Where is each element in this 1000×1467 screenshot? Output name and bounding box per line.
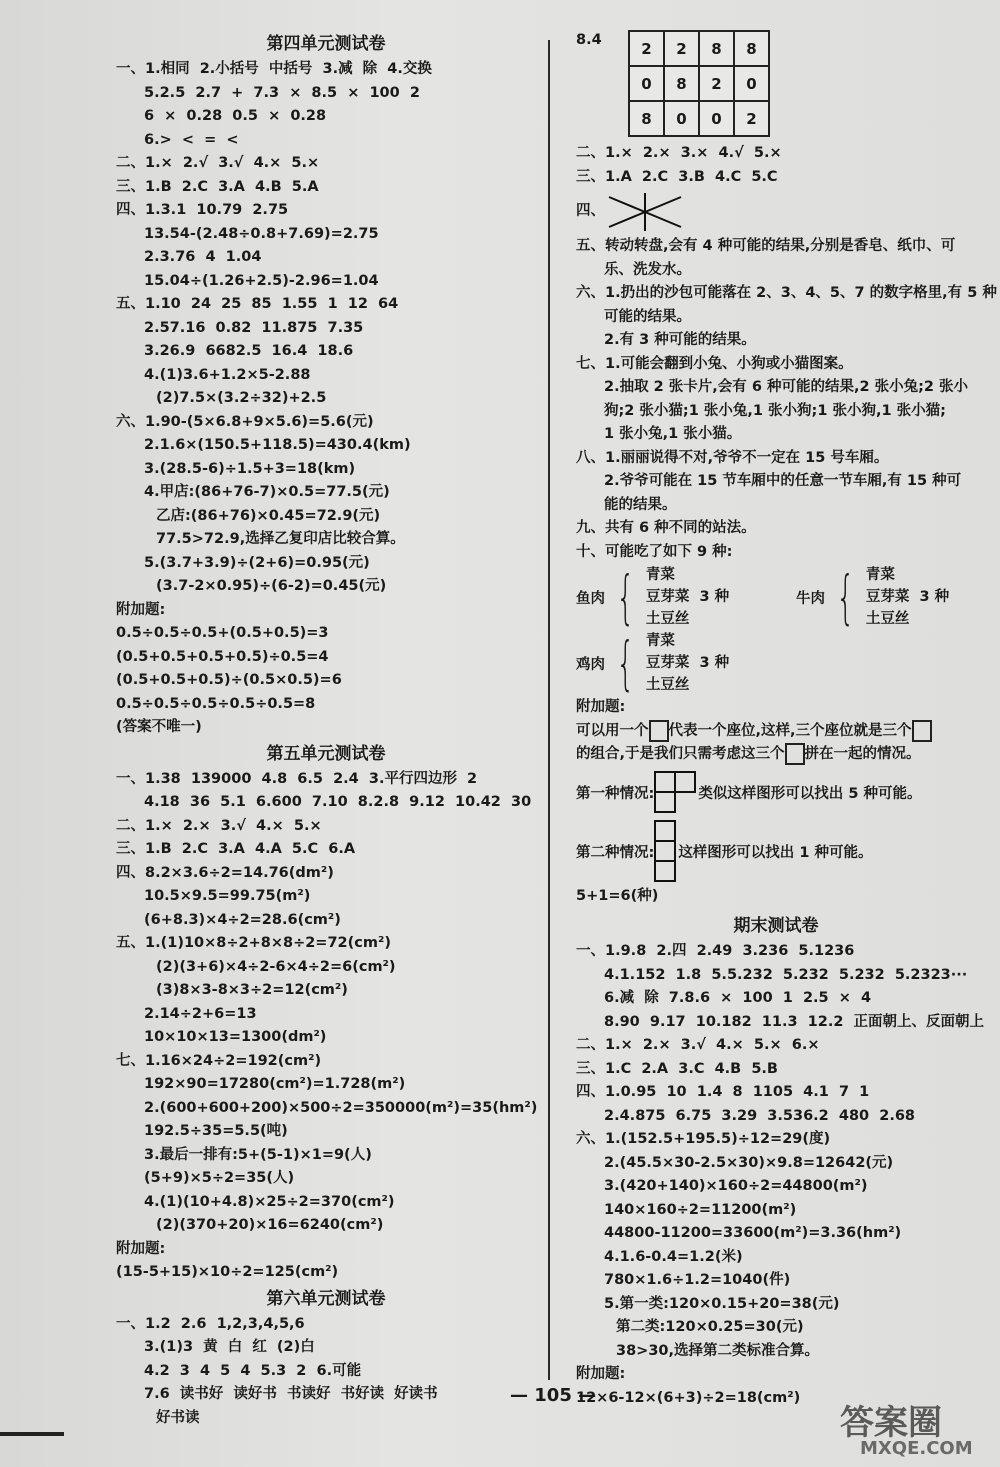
case-two	[576, 819, 976, 885]
answer-line: 2.1.6×(150.5+118.5)=430.4(km)	[144, 437, 411, 453]
final-exam-title: 期末测试卷	[733, 916, 819, 936]
answer-line: 5.2.5 2.7 + 7.3 × 8.5 × 100 2	[144, 84, 420, 101]
answer-line: 2.(600+600+200)×500÷2=350000(m²)=35(hm²)	[144, 1099, 538, 1116]
grid-cell: 2	[629, 31, 664, 66]
grid-cell: 8	[629, 101, 664, 136]
veg-name: 豆芽菜	[645, 589, 690, 605]
left-column	[116, 30, 536, 1430]
right-column	[576, 30, 997, 1410]
veg-name: 豆芽菜	[645, 655, 690, 671]
answer-line: 七、1.可能会翻到小兔、小狗或小猫图案。	[576, 355, 853, 372]
unit6-answers	[116, 1313, 536, 1431]
answer-line: 五、1.(1)10×8÷2+8×8÷2=72(cm²)	[116, 935, 391, 951]
answer-line: 3.26.9 6682.5 16.4 18.6	[144, 343, 354, 359]
grid-cell: 0	[699, 101, 734, 136]
case-label: 第一种情况:	[576, 786, 655, 802]
answer-line: 3.(420+140)×160÷2=44800(m²)	[604, 1178, 868, 1194]
unit4-answers	[116, 58, 536, 740]
answer-line: 4.1.6-0.4=1.2(米)	[604, 1248, 743, 1265]
veg-item: 土豆丝	[645, 677, 690, 693]
answer-line: 1 张小兔,1 张小猫。	[604, 426, 742, 442]
answer-line: 4.1.152 1.8 5.5.232 5.232 5.232 5.2323···	[604, 966, 968, 983]
grid-cell: 2	[664, 31, 699, 66]
answer-line: 0.5÷0.5÷0.5+(0.5+0.5)=3	[116, 625, 329, 641]
grid-cell: 8	[734, 31, 769, 66]
answer-line: 四、8.2×3.6÷2=14.76(dm²)	[116, 864, 334, 881]
answer-line: 4.(1)3.6+1.2×5-2.88	[144, 366, 311, 383]
answer-line: 4.2 3 4 5 4 5.3 2 6.可能	[144, 1362, 362, 1379]
grid-cell: 2	[699, 66, 734, 101]
answer-line: (0.5+0.5+0.5+0.5)÷0.5=4	[116, 648, 329, 665]
answer-line: 5+1=6(种)	[576, 887, 659, 904]
meat-label: 鱼肉	[576, 590, 605, 607]
answer-line: 一、1.2 2.6 1,2,3,4,5,6	[116, 1315, 305, 1332]
extra-line	[576, 743, 976, 767]
case-label: 第二种情况:	[576, 845, 655, 861]
answer-line: 6 × 0.28 0.5 × 0.28	[144, 108, 327, 124]
brace: {	[616, 563, 635, 631]
veg-item: 土豆丝	[865, 611, 910, 627]
section-label: 四、	[576, 203, 605, 220]
l-tromino-shape	[654, 771, 698, 815]
count-label: 3 种	[919, 589, 950, 605]
answer-line: 一、1.相同 2.小括号 中括号 3.减 除 4.交换	[116, 61, 432, 77]
case-text: 这样图形可以找出 1 种可能。	[678, 845, 873, 861]
answer-line: 二、1.× 2.× 3.√ 4.× 5.× 6.×	[576, 1037, 820, 1053]
answer-line: 乙店:(86+76)×0.45=72.9(元)	[156, 507, 381, 524]
answer-line: 3.(28.5-6)÷1.5+3=18(km)	[144, 460, 356, 477]
star-diagram-block	[576, 189, 976, 235]
watermark-logo: 答案圈	[840, 1403, 942, 1443]
column-divider	[548, 40, 550, 1380]
answer-line: 好书读	[156, 1409, 200, 1426]
veg-item: 青菜	[865, 567, 895, 583]
answer-line: 五、转动转盘,会有 4 种可能的结果,分别是香皂、纸巾、可	[576, 238, 956, 254]
square-seat-icon	[912, 720, 932, 742]
beef-combination	[796, 564, 949, 630]
veg-item: 青菜	[645, 633, 675, 649]
answer-line: 三、1.C 2.A 3.C 4.B 5.B	[576, 1060, 778, 1077]
answer-line: (6+8.3)×4÷2=28.6(cm²)	[144, 911, 341, 928]
answer-line: (3)8×3-8×3÷2=12(cm²)	[156, 982, 348, 998]
veg-list	[646, 564, 729, 630]
chicken-combination	[576, 630, 976, 696]
answer-line: 三、1.A 2.C 3.B 4.C 5.C	[576, 168, 778, 185]
veg-item	[646, 586, 729, 608]
answer-line: 15.04÷(1.26+2.5)-2.96=1.04	[144, 272, 379, 289]
unit5-title: 第五单元测试卷	[266, 743, 386, 764]
grid-cell: 8	[664, 66, 699, 101]
answer-line: 三、1.B 2.C 3.A 4.A 5.C 6.A	[116, 841, 356, 857]
answer-line: 能的结果。	[604, 496, 677, 513]
answer-line: 九、共有 6 种不同的站法。	[576, 520, 756, 536]
corner-bar	[0, 1432, 64, 1436]
unit6-title: 第六单元测试卷	[266, 1288, 386, 1309]
answer-line: 八、1.丽丽说得不对,爷爷不一定在 15 号车厢。	[576, 449, 889, 466]
text: 的组合,于是我们只需考虑这三个	[576, 746, 785, 762]
page-number: — 105 —	[510, 1385, 597, 1406]
answer-line: 一、1.38 139000 4.8 6.5 2.4 3.平行四边形 2	[116, 770, 478, 787]
answer-line: (3.7-2×0.95)÷(6-2)=0.45(元)	[156, 578, 387, 594]
answer-line: 4.18 36 5.1 6.600 7.10 8.2.8 9.12 10.42 30	[144, 794, 532, 810]
answer-line: 2.有 3 种可能的结果。	[604, 332, 756, 348]
grid-cell: 0	[629, 66, 664, 101]
answer-line: 二、1.× 2.√ 3.√ 4.× 5.×	[116, 155, 320, 171]
case-one	[576, 767, 976, 819]
extra-question-label: 附加题:	[576, 699, 626, 715]
extra-question-label: 附加题:	[576, 1366, 626, 1382]
extra-question-label: 附加题:	[116, 1240, 166, 1257]
answer-line: 第二类:120×0.25=30(元)	[616, 1319, 804, 1335]
answer-line: 10×10×13=1300(dm²)	[144, 1029, 327, 1045]
grid-cell: 2	[734, 101, 769, 136]
answer-line: 38>30,选择第二类标准合算。	[616, 1342, 820, 1359]
veg-item	[866, 586, 949, 608]
extra-line	[576, 720, 976, 744]
answer-line: 二、1.× 2.× 3.√ 4.× 5.×	[116, 817, 322, 834]
grid-label: 8.4	[576, 32, 602, 48]
unit4-title: 第四单元测试卷	[266, 34, 386, 54]
grid-cell: 8	[699, 31, 734, 66]
answer-line: 13.54-(2.48÷0.8+7.69)=2.75	[144, 225, 379, 242]
answer-line: 2.3.76 4 1.04	[144, 249, 262, 265]
answer-line: 5.(3.7+3.9)÷(2+6)=0.95(元)	[144, 554, 370, 571]
answer-line: 二、1.× 2.× 3.× 4.√ 5.×	[576, 145, 782, 161]
answer-line: (2)(3+6)×4÷2-6×4÷2=6(cm²)	[156, 958, 396, 975]
answer-line: 10.5×9.5=99.75(m²)	[144, 888, 311, 904]
answer-line: 2.57.16 0.82 11.875 7.35	[144, 319, 364, 336]
answer-line: 乐、洗发水。	[604, 261, 691, 278]
grid-cell: 0	[664, 101, 699, 136]
grid-cell: 0	[734, 66, 769, 101]
food-combinations-row	[576, 564, 976, 630]
answer-line: 6.减 除 7.8.6 × 100 1 2.5 × 4	[604, 990, 872, 1006]
answer-line: 140×160÷2=11200(m²)	[604, 1201, 797, 1218]
answer-line: 0.5÷0.5÷0.5÷0.5÷0.5=8	[116, 695, 316, 712]
meat-label: 鸡肉	[576, 656, 605, 673]
number-grid	[628, 30, 770, 137]
answer-line: (2)(370+20)×16=6240(cm²)	[156, 1217, 384, 1233]
number-grid-block	[576, 30, 976, 142]
answer-line: 3.最后一排有:5+(5-1)×1=9(人)	[144, 1146, 372, 1163]
asterisk-line-diagram	[605, 189, 685, 235]
answer-line: 4.甲店:(86+76-7)×0.5=77.5(元)	[144, 484, 390, 500]
square-seat-icon	[649, 720, 669, 742]
answer-line: (15-5+15)×10÷2=125(cm²)	[116, 1264, 339, 1280]
answer-line: 六、1.扔出的沙包可能落在 2、3、4、5、7 的数字格里,有 5 种	[576, 285, 997, 301]
count-label: 3 种	[699, 589, 730, 605]
answer-line: 五、1.10 24 25 85 1.55 1 12 64	[116, 296, 399, 312]
answer-line: 四、1.3.1 10.79 2.75	[116, 202, 289, 218]
answer-line: 192×90=17280(cm²)=1.728(m²)	[144, 1076, 406, 1092]
answer-line: 2.爷爷可能在 15 节车厢中的任意一节车厢,有 15 种可	[604, 473, 962, 489]
answer-line: 六、1.90-(5×6.8+9×5.6)=5.6(元)	[116, 413, 374, 430]
extra-question-label: 附加题:	[116, 601, 166, 618]
answer-line: 7.6 读书好 读好书 书读好 书好读 好读书	[144, 1386, 438, 1402]
brace: {	[836, 563, 855, 631]
answer-line: 4.(1)(10+4.8)×25÷2=370(cm²)	[144, 1193, 395, 1210]
answer-line: 一、1.9.8 2.四 2.49 3.236 5.1236	[576, 943, 855, 959]
unit5-answers	[116, 768, 536, 1285]
brace: {	[616, 629, 635, 697]
meat-label: 牛肉	[796, 590, 825, 607]
veg-name: 豆芽菜	[865, 589, 910, 605]
answer-line: (答案不唯一)	[116, 719, 202, 735]
square-seat-icon	[785, 743, 805, 765]
answer-line: 狗;2 张小猫;1 张小兔,1 张小狗;1 张小狗,1 张小猫;	[604, 402, 946, 419]
answer-line: 6.> < = <	[144, 131, 239, 148]
answer-line: (2)7.5×(3.2÷32)+2.5	[156, 390, 327, 406]
watermark-url: MXQE.COM	[860, 1438, 973, 1459]
answer-line: 七、1.16×24÷2=192(cm²)	[116, 1052, 322, 1069]
answer-line: (0.5+0.5+0.5)÷(0.5×0.5)=6	[116, 672, 342, 688]
text: 代表一个座位,这样,三个座位就是三个	[668, 722, 912, 739]
answer-line: 2.(45.5×30-2.5×30)×9.8=12642(元)	[604, 1154, 894, 1171]
answer-line: 780×1.6÷1.2=1040(件)	[604, 1272, 791, 1288]
answer-line: (5+9)×5÷2=35(人)	[144, 1170, 295, 1186]
veg-item: 土豆丝	[645, 611, 690, 627]
answer-line: 192.5÷35=5.5(吨)	[144, 1123, 288, 1139]
answer-line: 8.90 9.17 10.182 11.3 12.2 正面朝上、反面朝上	[604, 1013, 985, 1030]
answer-line: 六、1.(152.5+195.5)÷12=29(度)	[576, 1131, 831, 1147]
text: 可以用一个	[576, 722, 649, 739]
text: 拼在一起的情况。	[804, 746, 921, 762]
answer-line: 十、可能吃了如下 9 种:	[576, 543, 733, 560]
answer-line: 77.5>72.9,选择乙复印店比较合算。	[156, 531, 405, 547]
answer-line: 2.14÷2+6=13	[144, 1005, 257, 1022]
answer-line: 三、1.B 2.C 3.A 4.B 5.A	[116, 178, 319, 195]
veg-item: 青菜	[645, 567, 675, 583]
answer-line: 2.4.875 6.75 3.29 3.536.2 480 2.68	[604, 1107, 915, 1124]
answer-line: 2.抽取 2 张卡片,会有 6 种可能的结果,2 张小兔;2 张小	[604, 379, 969, 395]
veg-list	[866, 564, 949, 630]
answer-line: 44800-11200=33600(m²)=3.36(hm²)	[604, 1225, 902, 1241]
count-label: 3 种	[699, 655, 730, 671]
veg-item	[646, 652, 729, 674]
answer-line: 四、1.0.95 10 1.4 8 1105 4.1 7 1	[576, 1084, 870, 1100]
fish-combination	[576, 564, 796, 630]
answer-line: 3.(1)3 黄 白 红 (2)白	[144, 1339, 315, 1355]
answer-line: 12×6-12×(6+3)÷2=18(cm²)	[576, 1389, 801, 1406]
i-tromino-shape	[654, 820, 678, 884]
answer-line: 5.第一类:120×0.15+20=38(元)	[604, 1295, 840, 1312]
veg-list	[646, 630, 729, 696]
answer-line: 可能的结果。	[604, 308, 691, 325]
case-text: 类似这样图形可以找出 5 种可能。	[698, 786, 922, 802]
